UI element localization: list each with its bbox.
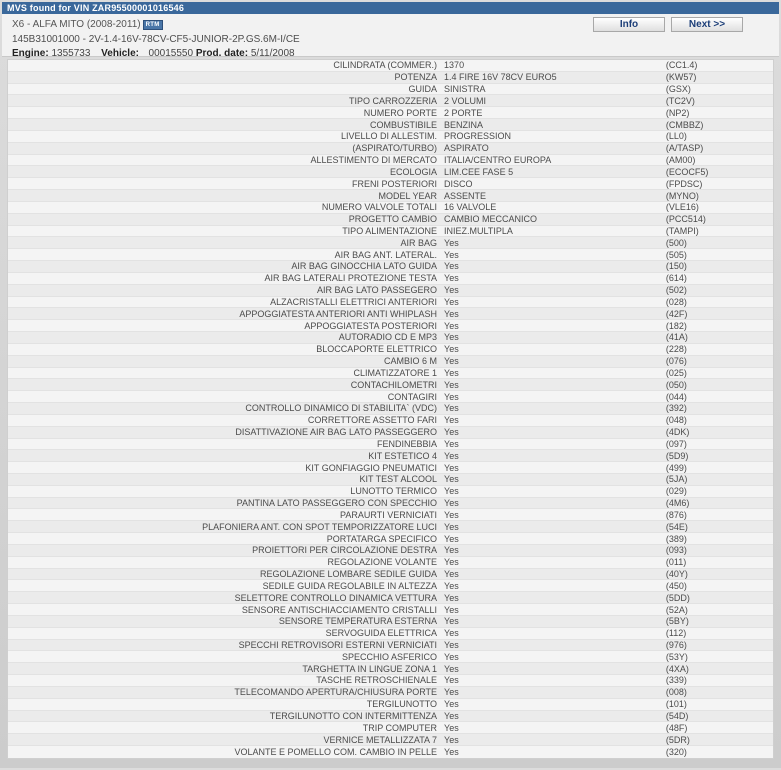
spec-label: TERGILUNOTTO: [366, 699, 438, 710]
spec-value: Yes: [444, 521, 459, 532]
spec-code: (050): [665, 379, 687, 390]
spec-label: REGOLAZIONE LOMBARE SEDILE GUIDA: [260, 569, 438, 580]
spec-code: (011): [665, 557, 687, 568]
table-row: [8, 486, 773, 498]
vin-header-bar: [2, 2, 779, 14]
spec-value: Yes: [444, 734, 459, 745]
spec-code: (097): [665, 438, 687, 449]
table-row: [8, 190, 773, 202]
spec-label: FRENI POSTERIORI: [352, 178, 438, 189]
spec-value: CAMBIO MECCANICO: [444, 214, 538, 225]
spec-code: (025): [665, 367, 687, 378]
spec-code: (499): [665, 462, 687, 473]
spec-value: Yes: [444, 273, 459, 284]
spec-label: TIPO ALIMENTAZIONE: [342, 226, 438, 236]
spec-code: (076): [665, 356, 687, 367]
spec-label: CILINDRATA (COMMER.): [333, 60, 438, 71]
spec-value: Yes: [444, 403, 459, 414]
spec-label: SEDILE GUIDA REGOLABILE IN ALTEZZA: [262, 580, 438, 591]
spec-value: Yes: [444, 663, 459, 674]
spec-label: GUIDA: [408, 84, 438, 95]
spec-label: VERNICE METALLIZZATA 7: [323, 734, 438, 745]
table-row: [8, 640, 773, 652]
spec-label: TASCHE RETROSCHIENALE: [316, 675, 438, 686]
table-row: [8, 687, 773, 699]
table-row: [8, 143, 773, 155]
spec-value: Yes: [444, 438, 459, 449]
spec-code: (392): [665, 403, 687, 414]
table-row: [8, 474, 773, 486]
spec-code: (228): [665, 344, 687, 355]
spec-code: (008): [665, 687, 687, 698]
spec-value: Yes: [444, 344, 459, 355]
spec-code: (5DD): [665, 592, 690, 603]
spec-label: SENSORE ANTISCHIACCIAMENTO CRISTALLI: [241, 604, 438, 615]
spec-value: BENZINA: [444, 119, 484, 130]
spec-code: (182): [665, 320, 687, 331]
vehicle-description: 145B31001000 - 2V-1.4-16V-78CV-CF5-JUNIOR-2P.GS.6M-I/CE: [12, 34, 300, 45]
spec-code: (048): [665, 415, 687, 426]
spec-value: Yes: [444, 651, 459, 662]
spec-value: Yes: [444, 710, 459, 721]
spec-code: (5D9): [665, 450, 689, 461]
rtm-badge-icon[interactable]: RTM: [143, 20, 163, 30]
spec-value: Yes: [444, 379, 459, 390]
spec-code: (AM00): [665, 155, 696, 166]
table-row: [8, 202, 773, 214]
spec-value: Yes: [444, 391, 459, 402]
spec-code: (505): [665, 249, 687, 260]
spec-label: FENDINEBBIA: [377, 438, 438, 449]
vehicle-value: 00015550: [148, 48, 194, 59]
spec-label: SPECCHIO ASFERICO: [342, 651, 438, 662]
spec-code: (TAMPI): [665, 226, 699, 236]
spec-code: (028): [665, 296, 687, 307]
spec-code: (044): [665, 391, 687, 402]
spec-value: 1.4 FIRE 16V 78CV EURO5: [444, 72, 557, 83]
spec-code: (42F): [665, 308, 688, 319]
spec-label: (ASPIRATO/TURBO): [352, 143, 438, 154]
spec-value: Yes: [444, 722, 459, 733]
spec-value: Yes: [444, 509, 459, 520]
spec-code: (LL0): [665, 131, 687, 142]
spec-label: CONTAGIRI: [387, 391, 438, 402]
spec-label: CONTROLLO DINAMICO DI STABILITA` (VDC): [245, 403, 438, 414]
spec-code: (54E): [665, 521, 688, 532]
table-row: [8, 699, 773, 711]
table-row: [8, 95, 773, 107]
table-row: [8, 320, 773, 332]
table-row: [8, 533, 773, 545]
spec-code: (389): [665, 533, 687, 544]
spec-value: Yes: [444, 249, 459, 260]
spec-code: (KW57): [665, 72, 697, 83]
spec-value: PROGRESSION: [444, 131, 512, 142]
spec-code: (112): [665, 628, 687, 639]
spec-label: TELECOMANDO APERTURA/CHIUSURA PORTE: [234, 687, 438, 698]
spec-value: Yes: [444, 296, 459, 307]
spec-label: AIR BAG LATERALI PROTEZIONE TESTA: [264, 273, 438, 284]
spec-label: CAMBIO 6 M: [384, 356, 438, 367]
spec-value: Yes: [444, 356, 459, 367]
table-row: [8, 604, 773, 616]
spec-label: AIR BAG LATO PASSEGERO: [317, 285, 438, 296]
spec-label: DISATTIVAZIONE AIR BAG LATO PASSEGGERO: [235, 427, 438, 438]
spec-label: TARGHETTA IN LINGUE ZONA 1: [302, 663, 438, 674]
table-row: [8, 391, 773, 403]
spec-code: (41A): [665, 332, 688, 343]
spec-value: Yes: [444, 616, 459, 627]
table-row: [8, 403, 773, 415]
table-row: [8, 308, 773, 320]
vin-header-title: MVS found for VIN ZAR95500001016546: [7, 3, 185, 13]
spec-value: 2 PORTE: [444, 107, 483, 118]
spec-code: (093): [665, 545, 687, 556]
spec-label: AIR BAG ANT. LATERAL.: [334, 249, 438, 260]
spec-label: KIT TEST ALCOOL: [359, 474, 438, 485]
spec-value: Yes: [444, 462, 459, 473]
spec-label: PLAFONIERA ANT. CON SPOT TEMPORIZZATORE LUCI: [202, 521, 438, 532]
spec-label: CONTACHILOMETRI: [350, 379, 438, 390]
spec-code: (614): [665, 273, 687, 284]
spec-label: TERGILUNOTTO CON INTERMITTENZA: [269, 710, 438, 721]
spec-label: BLOCCAPORTE ELETTRICO: [316, 344, 438, 355]
spec-value: Yes: [444, 474, 459, 485]
spec-code: (4M6): [665, 498, 690, 509]
spec-value: Yes: [444, 687, 459, 698]
spec-label: AUTORADIO CD E MP3: [338, 332, 438, 343]
spec-label: TIPO CARROZZERIA: [349, 95, 438, 106]
table-row: [8, 285, 773, 297]
spec-label: ALZACRISTALLI ELETTRICI ANTERIORI: [270, 296, 438, 307]
spec-value: Yes: [444, 308, 459, 319]
spec-code: (450): [665, 580, 687, 591]
spec-label: REGOLAZIONE VOLANTE: [327, 557, 438, 568]
spec-value: Yes: [444, 675, 459, 686]
spec-value: ASSENTE: [444, 190, 487, 201]
table-row: [8, 580, 773, 592]
spec-label: VOLANTE E POMELLO COM. CAMBIO IN PELLE: [234, 746, 438, 757]
spec-label: AIR BAG GINOCCHIA LATO GUIDA: [291, 261, 438, 272]
table-row: [8, 261, 773, 273]
spec-value: Yes: [444, 320, 459, 331]
spec-value: 2 VOLUMI: [444, 95, 487, 106]
table-row: [8, 415, 773, 427]
table-row: [8, 237, 773, 249]
spec-label: KIT GONFIAGGIO PNEUMATICI: [305, 462, 438, 473]
spec-code: (4XA): [665, 663, 689, 674]
spec-label: PANTINA LATO PASSEGGERO CON SPECCHIO: [236, 498, 438, 509]
spec-code: (TC2V): [665, 95, 695, 106]
spec-value: Yes: [444, 533, 459, 544]
table-row: [8, 545, 773, 557]
spec-value: Yes: [444, 699, 459, 710]
spec-label: NUMERO PORTE: [363, 107, 438, 118]
spec-value: 1370: [444, 60, 465, 71]
table-row: [8, 226, 773, 238]
spec-code: (976): [665, 639, 687, 650]
next-button[interactable]: Next >>: [671, 17, 743, 32]
table-row: [8, 509, 773, 521]
table-row: [8, 498, 773, 510]
info-button[interactable]: Info: [593, 17, 665, 32]
spec-code: (029): [665, 486, 687, 497]
table-row: [8, 616, 773, 628]
spec-value: Yes: [444, 415, 459, 426]
spec-label: APPOGGIATESTA ANTERIORI ANTI WHIPLASH: [239, 308, 438, 319]
table-row: [8, 651, 773, 663]
spec-label: TRIP COMPUTER: [362, 722, 438, 733]
spec-code: (5JA): [665, 474, 688, 485]
spec-code: (4DK): [665, 427, 690, 438]
spec-value: Yes: [444, 427, 459, 438]
table-row: [8, 557, 773, 569]
table-row: [8, 734, 773, 746]
spec-code: (101): [665, 699, 687, 710]
spec-code: (500): [665, 237, 687, 248]
spec-value: DISCO: [444, 178, 473, 189]
spec-value: Yes: [444, 450, 459, 461]
spec-code: (876): [665, 509, 687, 520]
spec-value: ASPIRATO: [444, 143, 489, 154]
table-row: [8, 84, 773, 96]
spec-label: PROGETTO CAMBIO: [348, 214, 438, 225]
table-row: [8, 356, 773, 368]
spec-value: 16 VALVOLE: [444, 202, 497, 213]
spec-table: [7, 59, 774, 759]
spec-value: Yes: [444, 367, 459, 378]
table-row: [8, 119, 773, 131]
spec-label: NUMERO VALVOLE TOTALI: [321, 202, 438, 213]
table-row: [8, 711, 773, 723]
spec-label: AIR BAG: [400, 237, 438, 248]
spec-label: SENSORE TEMPERATURA ESTERNA: [278, 616, 438, 627]
spec-code: (54D): [665, 710, 689, 721]
spec-value: Yes: [444, 639, 459, 650]
table-row: [8, 332, 773, 344]
table-row: [8, 521, 773, 533]
spec-code: (48F): [665, 722, 688, 733]
spec-code: (ECOCF5): [665, 166, 709, 177]
spec-value: SINISTRA: [444, 84, 486, 95]
spec-value: INIEZ.MULTIPLA: [444, 226, 513, 236]
toolbar: [593, 17, 771, 32]
table-row: [8, 569, 773, 581]
table-row: [8, 379, 773, 391]
table-row: [8, 72, 773, 84]
spec-label: LUNOTTO TERMICO: [350, 486, 438, 497]
spec-code: (40Y): [665, 569, 688, 580]
table-row: [8, 155, 773, 167]
spec-value: Yes: [444, 569, 459, 580]
spec-value: Yes: [444, 557, 459, 568]
spec-value: Yes: [444, 237, 459, 248]
spec-value: Yes: [444, 261, 459, 272]
table-row: [8, 427, 773, 439]
spec-code: (320): [665, 746, 687, 757]
spec-label: CLIMATIZZATORE 1: [353, 367, 438, 378]
spec-code: (NP2): [665, 107, 690, 118]
table-row: [8, 214, 773, 226]
table-row: [8, 450, 773, 462]
spec-value: Yes: [444, 746, 459, 757]
vehicle-label: Vehicle:: [101, 48, 139, 59]
table-row: [8, 663, 773, 675]
spec-label: COMBUSTIBILE: [370, 119, 438, 130]
spec-value: Yes: [444, 545, 459, 556]
spec-code: (FPDSC): [665, 178, 703, 189]
spec-label: KIT ESTETICO 4: [368, 450, 438, 461]
spec-label: PARAURTI VERNICIATI: [340, 509, 438, 520]
spec-code: (5BY): [665, 616, 689, 627]
spec-code: (GSX): [665, 84, 691, 95]
table-row: [8, 592, 773, 604]
spec-code: (VLE16): [665, 202, 699, 213]
spec-code: (PCC514): [665, 214, 706, 225]
table-row: [8, 368, 773, 380]
spec-value: Yes: [444, 498, 459, 509]
table-row: [8, 344, 773, 356]
spec-value: Yes: [444, 486, 459, 497]
spec-value: ITALIA/CENTRO EUROPA: [444, 155, 552, 166]
spec-value: Yes: [444, 628, 459, 639]
spec-label: SERVOGUIDA ELETTRICA: [325, 628, 438, 639]
spec-label: CORRETTORE ASSETTO FARI: [307, 415, 438, 426]
spec-code: (52A): [665, 604, 688, 615]
spec-code: (CMBBZ): [665, 119, 704, 130]
table-row: [8, 166, 773, 178]
table-row: [8, 107, 773, 119]
table-row: [8, 746, 773, 758]
table-row: [8, 178, 773, 190]
spec-code: (502): [665, 285, 687, 296]
prod-date-value: 5/11/2008: [250, 48, 295, 59]
table-row: [8, 722, 773, 734]
spec-label: PORTATARGA SPECIFICO: [326, 533, 438, 544]
table-row: [8, 628, 773, 640]
table-row: [8, 675, 773, 687]
spec-code: (339): [665, 675, 687, 686]
spec-label: APPOGGIATESTA POSTERIORI: [304, 320, 438, 331]
spec-code: (150): [665, 261, 687, 272]
spec-value: Yes: [444, 604, 459, 615]
engine-label: Engine:: [12, 48, 49, 59]
spec-code: (53Y): [665, 651, 688, 662]
table-row: [8, 131, 773, 143]
spec-label: ALLESTIMENTO DI MERCATO: [310, 155, 438, 166]
spec-value: Yes: [444, 580, 459, 591]
table-row: [8, 249, 773, 261]
spec-label: MODEL YEAR: [378, 190, 438, 201]
prod-date-label: Prod. date:: [195, 48, 249, 59]
table-row: [8, 60, 773, 72]
vehicle-info-panel: [2, 14, 779, 57]
table-row: [8, 462, 773, 474]
spec-code: (5DR): [665, 734, 690, 745]
table-row: [8, 439, 773, 451]
table-row: [8, 273, 773, 285]
spec-code: (CC1.4): [665, 60, 698, 71]
spec-value: LIM.CEE FASE 5: [444, 166, 514, 177]
spec-code: (A/TASP): [665, 143, 704, 154]
spec-value: Yes: [444, 592, 459, 603]
spec-label: POTENZA: [394, 72, 438, 83]
spec-value: Yes: [444, 285, 459, 296]
spec-label: SELETTORE CONTROLLO DINAMICA VETTURA: [234, 592, 438, 603]
table-row: [8, 297, 773, 309]
spec-value: Yes: [444, 332, 459, 343]
model-title: [12, 17, 163, 30]
engine-value: 1355733: [51, 48, 91, 59]
spec-label: LIVELLO DI ALLESTIM.: [341, 131, 438, 142]
spec-label: ECOLOGIA: [390, 166, 438, 177]
spec-label: SPECCHI RETROVISORI ESTERNI VERNICIATI: [238, 639, 438, 650]
vehicle-meta-line: [12, 48, 771, 59]
spec-code: (MYNO): [665, 190, 699, 201]
model-title-text: X6 - ALFA MITO (2008-2011): [12, 19, 141, 30]
spec-label: PROIETTORI PER CIRCOLAZIONE DESTRA: [252, 545, 438, 556]
